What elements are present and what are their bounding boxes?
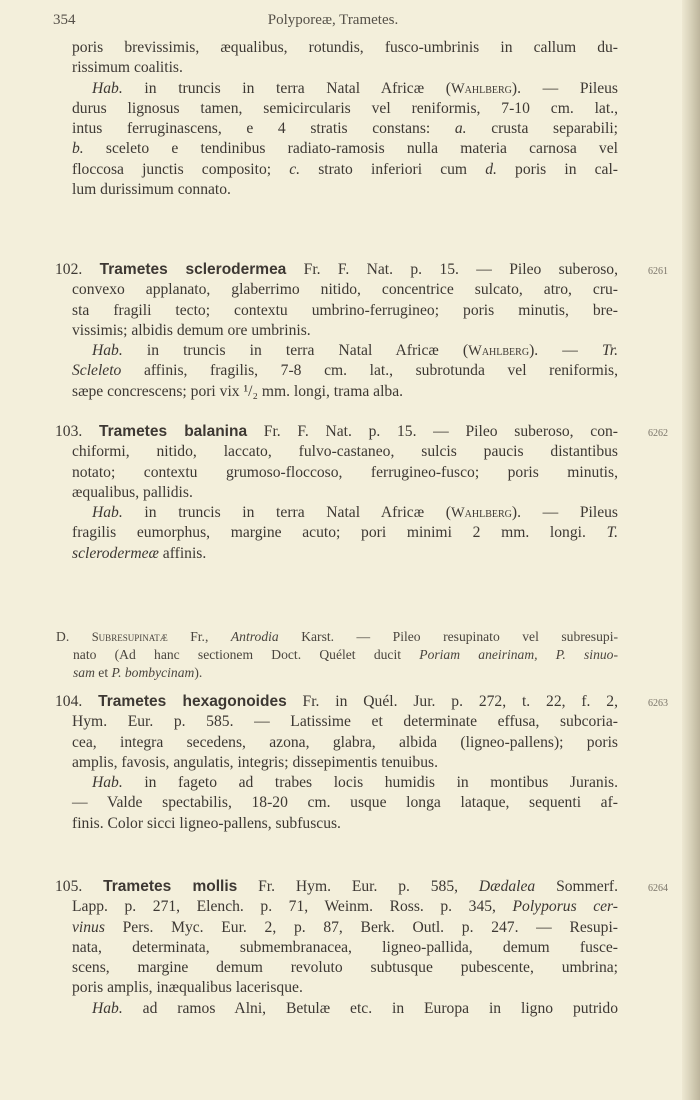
species-name: Trametes hexagonoides: [98, 693, 287, 710]
species-name: Trametes balanina: [99, 423, 248, 440]
entry-heading: 102. Trametes sclerodermea Fr. F. Nat. p. 15. — Pileo suberoso,: [55, 261, 618, 278]
margin-number: 6261: [648, 266, 668, 277]
section-d-heading: D. Subresupinatæ Fr., Antrodia Karst. — Pileo resupinato vel subresupi- nato (Ad hanc sectionem Doct. Quélet ducit Poriam aneirinam, P. sinuo- sam et P. bombycinam).: [56, 629, 618, 680]
species-name: Trametes sclerodermea: [99, 261, 287, 278]
entry-103: 103. Trametes balanina Fr. F. Nat. p. 15. — Pileo suberoso, con- chiformi, nitido, laccato, fulvo-castaneo, sulcis paucis distantibus notato; contextu grumoso-floccoso, ferrugineo-fusco; poris minutis, æqualibus, pallidis. Hab. in truncis in terra Natal Africæ (Wahlberg). — Pileus fragilis eumorphus, margine acuto; pori minimi 2 mm. longi. T. sclerodermeæ affinis.: [55, 423, 618, 562]
species-name: Trametes mollis: [103, 878, 238, 895]
margin-number: 6262: [648, 428, 668, 439]
entry-102: 102. Trametes sclerodermea Fr. F. Nat. p. 15. — Pileo suberoso, convexo applanato, glaberrimo nitido, concentrice sulcato, atro, cru- sta fragili tecto; contextu umbrino-ferrugineo; poris minutis, bre- vissimis; albidis demum ore umbrinis. Hab. in truncis in terra Natal Africæ (Wahlberg). — Tr. Scleleto affinis, fragilis, 7-8 cm. lat., subrotunda vel reniformis, sæpe concrescens; pori vix ¹/₂ mm. longi, trama alba.: [55, 261, 619, 400]
page-number: 354: [53, 12, 76, 28]
margin-number: 6263: [648, 698, 668, 709]
entry-heading: 105. Trametes mollis Fr. Hym. Eur. p. 585, Dædalea Sommerf.: [55, 878, 619, 895]
entry-104: 104. Trametes hexagonoides Fr. in Quél. Jur. p. 272, t. 22, f. 2, Hym. Eur. p. 585. — Latissime et determinate effusa, subcoria- cea, integra secedens, azona, glabra, albida (ligneo-pallens); poris amplis, favosis, angulatis, integris; dissepimentis tenuibus. Hab. in fageto ad trabes locis humidis in montibus Juranis. — Valde spectabilis, 18-20 cm. usque longa lataque, sequenti af- finis. Color sicci ligneo-pallens, subfuscus.: [55, 693, 618, 832]
entry-105: 105. Trametes mollis Fr. Hym. Eur. p. 585, Dædalea Sommerf. Lapp. p. 271, Elench. p. 71, Weinm. Ross. p. 345, Polyporus cer- vinus Pers. Myc. Eur. 2, p. 87, Berk. Outl. p. 247. — Resupi- nata, determinata, submembranacea, ligneo-pallida, demum fusce- scens, margine demum revoluto subtusque pubescente, umbrina; poris amplis, inæqualibus lacerisque. Hab. ad ramos Alni, Betulæ etc. in Europa in ligno putrido: [55, 878, 619, 1017]
running-header: [53, 12, 613, 34]
continuation-paragraph: poris brevissimis, æqualibus, rotundis, fusco-umbrinis in callum du- rissimum coalitis. Hab. in truncis in terra Natal Africæ (Wahlberg). — Pileus durus lignosus tamen, semicircularis vel reniformis, 7-10 cm. lat., intus ferruginascens, e 4 stratis constans: a. crusta separabili; b. sceleto e tendinibus radiato-ramosis nulla materia carnosa vel floccosa junctis composito; c. strato inferiori cum d. poris in cal- lum durissimum connato.: [72, 39, 618, 199]
running-title: Polyporeæ, Trametes.: [267, 12, 399, 28]
entry-heading: 104. Trametes hexagonoides Fr. in Quél. Jur. p. 272, t. 22, f. 2,: [55, 693, 618, 710]
margin-number: 6264: [648, 883, 668, 894]
entry-heading: 103. Trametes balanina Fr. F. Nat. p. 15. — Pileo suberoso, con-: [55, 423, 618, 440]
hab-line: Hab. in truncis in terra Natal Africæ (Wahlberg). — Pileus: [92, 79, 618, 97]
page-gutter-shadow: [682, 0, 700, 1100]
